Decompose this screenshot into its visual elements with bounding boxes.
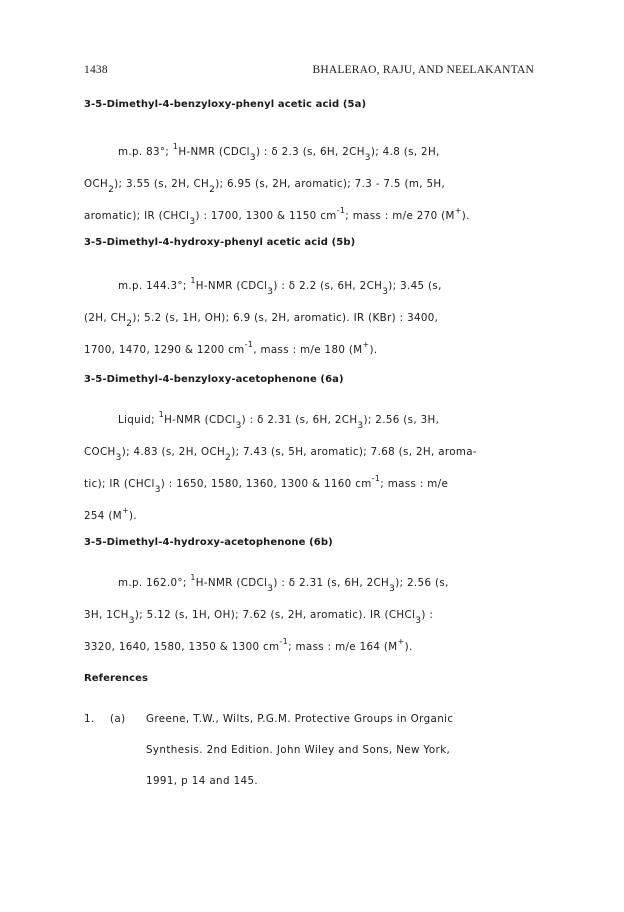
- compound-data-6a: Liquid; $^1$H-NMR (CDCl3) : δ 2.31 (s, 6H, 2CH3); 2.56 (s, 3H, COCH3); 4.83 (s, 2H, OCH2); 7.43 (s, 5H, aromatic); 7.68 (s, 2H, aroma- tic); IR (CHCl3) : 1650, 1580, 1360, 1300 & 1160 $cm^{-1}$; mass : m/e 254 (M+).: [84, 410, 477, 522]
- compound-heading-6b: 3-5-Dimethyl-4-hydroxy-acetophenone (6b): [84, 537, 333, 548]
- compound-heading-5a: 3-5-Dimethyl-4-benzyloxy-phenyl acetic acid (5a): [84, 99, 367, 110]
- compound-heading-6a: 3-5-Dimethyl-4-benzyloxy-acetophenone (6a): [84, 374, 344, 385]
- reference-label: (a): [110, 713, 126, 725]
- page-number: 1438: [84, 64, 108, 76]
- running-header-authors: BHALERAO, RAJU, AND NEELAKANTAN: [312, 64, 534, 76]
- compound-data-6b: m.p. 162.0°; $^1$H-NMR (CDCl3) : δ 2.31 (s, 6H, 2CH3); 2.56 (s, 3H, 1CH3); 5.12 (s, 1H, OH); 7.62 (s, 2H, aromatic). IR (CHCl3) : 3320, 1640, 1580, 1350 & 1300 $cm^{-1}$; mass : m/e 164 (M+).: [84, 573, 449, 653]
- compound-heading-5b: 3-5-Dimethyl-4-hydroxy-phenyl acetic acid (5b): [84, 237, 356, 248]
- compound-data-5a: m.p. 83°; $^1$H-NMR (CDCl3) : δ 2.3 (s, 6H, 2CH3); 4.8 (s, 2H, OCH2); 3.55 (s, 2H, CH2); 6.95 (s, 2H, aromatic); 7.3 - 7.5 (m, 5H, aromatic); IR (CHCl3) : 1700, 1300 & 1150 $cm^{-1}$; mass : m/e 270 (M+).: [84, 142, 470, 227]
- references-heading: References: [84, 673, 149, 684]
- reference-item: [84, 704, 534, 797]
- compound-data-5b: m.p. 144.3°; $^1$H-NMR (CDCl3) : δ 2.2 (s, 6H, 2CH3); 3.45 (s, (2H, CH2); 5.2 (s, 1H, OH); 6.9 (s, 2H, aromatic). IR (KBr) : 3400, 1700, 1470, 1290 & 1200 $cm^{-1}$, mass : m/e 180 (M+).: [84, 276, 442, 356]
- reference-text: Greene, T.W., Wilts, P.G.M. Protective Groups in Organic Synthesis. 2nd Edition. John Wiley and Sons, New York, 1991, p 14 and 145.: [146, 713, 454, 787]
- reference-number: 1.: [84, 713, 95, 725]
